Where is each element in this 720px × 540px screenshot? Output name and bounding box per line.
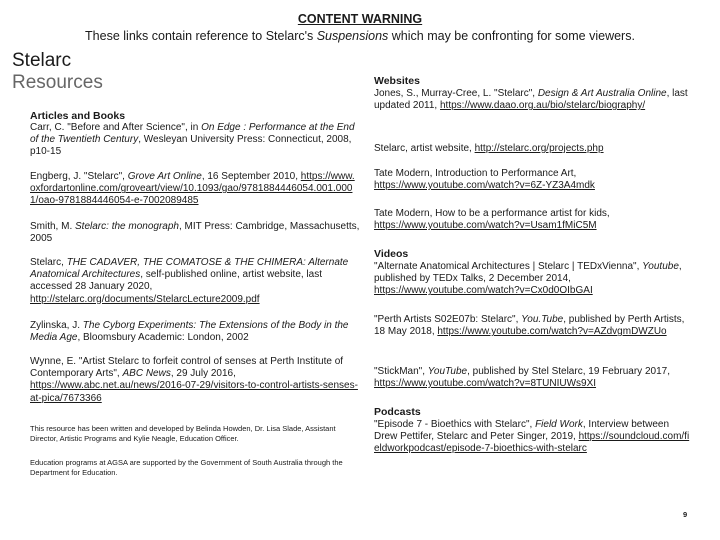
page-subtitle: Resources (12, 72, 103, 93)
article-link[interactable]: https://www.abc.net.au/news/2016-07-29/visitors-to-control-artists-senses-at-pica/7673366 (30, 380, 358, 404)
podcast-link[interactable]: https://soundcloud.com/fieldworkpodcast/episode-7-bioethics-with-stelarc (374, 431, 690, 455)
article-entry: Stelarc, THE CADAVER, THE COMATOSE & THE CHIMERA: Alternate Anatomical Architectures, self-published online, artist website, last accessed 28 January 2020, http://stelarc.org/documents/StelarcLecture2009.pdf (30, 257, 349, 305)
video-entry: "Perth Artists S02E07b: Stelarc", You.Tube, published by Perth Artists, 18 May 2018, https://www.youtube.com/watch?v=AZdvgmDWZUo (374, 314, 685, 338)
website-entry: Jones, S., Murray-Cree, L. "Stelarc", Design & Art Australia Online, last updated 2011, https://www.daao.org.au/bio/stelarc/biography/ (374, 88, 688, 112)
video-link[interactable]: https://www.youtube.com/watch?v=Cx0d0OIbGAI (374, 285, 593, 297)
article-entry: Wynne, E. "Artist Stelarc to forfeit control of senses at Perth Institute of Contemporary Arts", ABC News, 29 July 2016, https://www.abc.net.au/news/2016-07-29/visitors-to-control-artists-senses-at-pica/7673366 (30, 356, 358, 404)
websites-heading: Websites (374, 75, 420, 87)
article-entry: Carr, C. "Before and After Science", in On Edge : Performance at the End of the Twentieth Century, Wesleyan University Press: Connecticut, 2008, p10-15 (30, 122, 355, 158)
videos-heading: Videos (374, 248, 409, 260)
content-warning-text: These links contain reference to Stelarc's Suspensions which may be confronting for some viewers. (85, 29, 635, 43)
website-entry: Tate Modern, Introduction to Performance Art, https://www.youtube.com/watch?v=6Z-YZ3A4mdk (374, 168, 595, 192)
website-link[interactable]: https://www.youtube.com/watch?v=Usam1fMiC5M (374, 220, 597, 232)
credits-text: This resource has been written and developed by Belinda Howden, Dr. Lisa Slade, Assistant Director, Artistic Programs and Kylie Neagle, Education Officer. (30, 424, 336, 443)
website-entry: Tate Modern, How to be a performance artist for kids, https://www.youtube.com/watch?v=Usam1fMiC5M (374, 208, 610, 232)
website-link[interactable]: https://www.youtube.com/watch?v=6Z-YZ3A4mdk (374, 180, 595, 192)
page-title: Stelarc (12, 50, 72, 71)
video-entry: "Alternate Anatomical Architectures | Stelarc | TEDxVienna", Youtube, published by TEDx Talks, 2 December 2014, https://www.youtube.com/watch?v=Cx0d0OIbGAI (374, 261, 682, 297)
articles-heading: Articles and Books (30, 110, 126, 122)
video-link[interactable]: https://www.youtube.com/watch?v=8TUNIUWs9XI (374, 378, 597, 390)
website-entry: Stelarc, artist website, http://stelarc.org/projects.php (374, 143, 604, 154)
funding-text: Education programs at AGSA are supported by the Government of South Australia through the Department for Education. (30, 458, 343, 477)
video-entry: "StickMan", YouTube, published by Stel Stelarc, 19 February 2017, https://www.youtube.com/watch?v=8TUNIUWs9XI (374, 366, 670, 390)
content-warning-title: CONTENT WARNING (297, 12, 423, 26)
article-link[interactable]: https://www.oxfordartonline.com/groveart/view/10.1093/gao/9781884446054.001.0001/oao-9781884446054-e-7002089485 (30, 171, 355, 207)
website-link[interactable]: https://www.daao.org.au/bio/stelarc/biography/ (440, 100, 646, 112)
video-link[interactable]: https://www.youtube.com/watch?v=AZdvgmDWZUo (437, 326, 667, 338)
article-entry: Zylinska, J. The Cyborg Experiments: The Extensions of the Body in the Media Age, Bloomsbury Academic: London, 2002 (30, 320, 349, 344)
website-link[interactable]: http://stelarc.org/projects.php (474, 143, 604, 154)
podcasts-heading: Podcasts (374, 406, 421, 418)
podcast-entry: "Episode 7 - Bioethics with Stelarc", Field Work, Interview between Drew Pettifer, Stelarc and Peter Singer, 2019, https://soundcloud.com/fieldworkpodcast/episode-7-bioethics-with-stelarc (374, 419, 690, 455)
article-entry: Smith, M. Stelarc: the monograph, MIT Press: Cambridge, Massachusetts, 2005 (30, 221, 360, 245)
page-number: 9 (683, 510, 688, 519)
article-entry: Engberg, J. "Stelarc", Grove Art Online, 16 September 2010, https://www.oxfordartonline.com/groveart/view/10.1093/gao/9781884446054.001.0001/oao-9781884446054-e-7002089485 (30, 171, 355, 207)
article-link[interactable]: http://stelarc.org/documents/StelarcLecture2009.pdf (30, 293, 260, 305)
